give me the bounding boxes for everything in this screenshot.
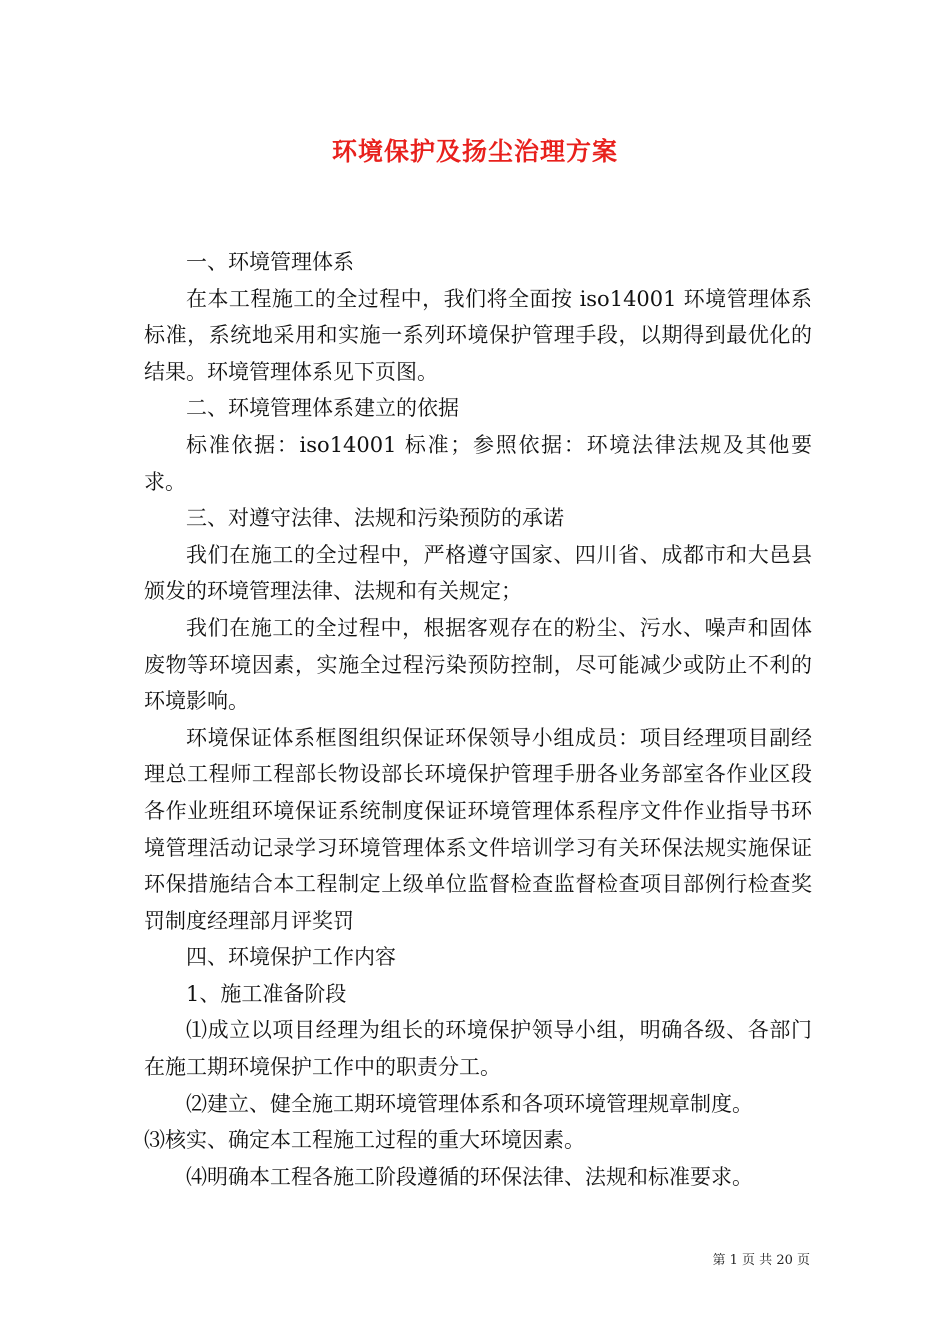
document-body [144, 244, 812, 1195]
paragraph: 在本工程施工的全过程中，我们将全面按 iso14001 环境管理体系标准，系统地采用和实施一系列环境保护管理手段，以期得到最优化的结果。环境管理体系见下页图。 [144, 286, 812, 384]
section-heading-3: 三、对遵守法律、法规和污染预防的承诺 [186, 506, 564, 531]
subsection-heading: 1、施工准备阶段 [186, 981, 347, 1006]
list-item: ⑶核实、确定本工程施工过程的重大环境因素。 [144, 1128, 585, 1153]
section-heading-1: 一、环境管理体系 [186, 250, 354, 274]
paragraph: 标准依据：iso14001 标准；参照依据：环境法律法规及其他要求。 [144, 432, 812, 494]
document-title: 环境保护及扬尘治理方案 [331, 137, 618, 166]
paragraph: 环境保证体系框图组织保证环保领导小组成员：项目经理项目副经理总工程师工程部长物设部长环境保护管理手册各业务部室各作业区段各作业班组环境保证系统制度保证环境管理体系程序文件作业指导书环境管理活动记录学习环境管理体系文件培训学习有关环保法规实施保证环保措施结合本工程制定上级单位监督检查监督检查项目部例行检查奖罚制度经理部月评奖罚 [144, 725, 812, 933]
section-heading-2: 二、环境管理体系建立的依据 [186, 396, 459, 421]
page-footer: 第 1 页 共 20 页 [712, 1253, 810, 1268]
list-item: ⑵建立、健全施工期环境管理体系和各项环境管理规章制度。 [186, 1091, 753, 1116]
paragraph: 我们在施工的全过程中，严格遵守国家、四川省、成都市和大邑县颁发的环境管理法律、法规和有关规定； [144, 542, 812, 604]
paragraph: 我们在施工的全过程中，根据客观存在的粉尘、污水、噪声和固体废物等环境因素，实施全过程污染预防控制，尽可能减少或防止不利的环境影响。 [144, 615, 812, 714]
list-item: ⑷明确本工程各施工阶段遵循的环保法律、法规和标准要求。 [186, 1164, 753, 1189]
list-item: ⑴成立以项目经理为组长的环境保护领导小组，明确各级、各部门在施工期环境保护工作中的职责分工。 [144, 1018, 812, 1080]
section-heading-4: 四、环境保护工作内容 [186, 945, 396, 970]
